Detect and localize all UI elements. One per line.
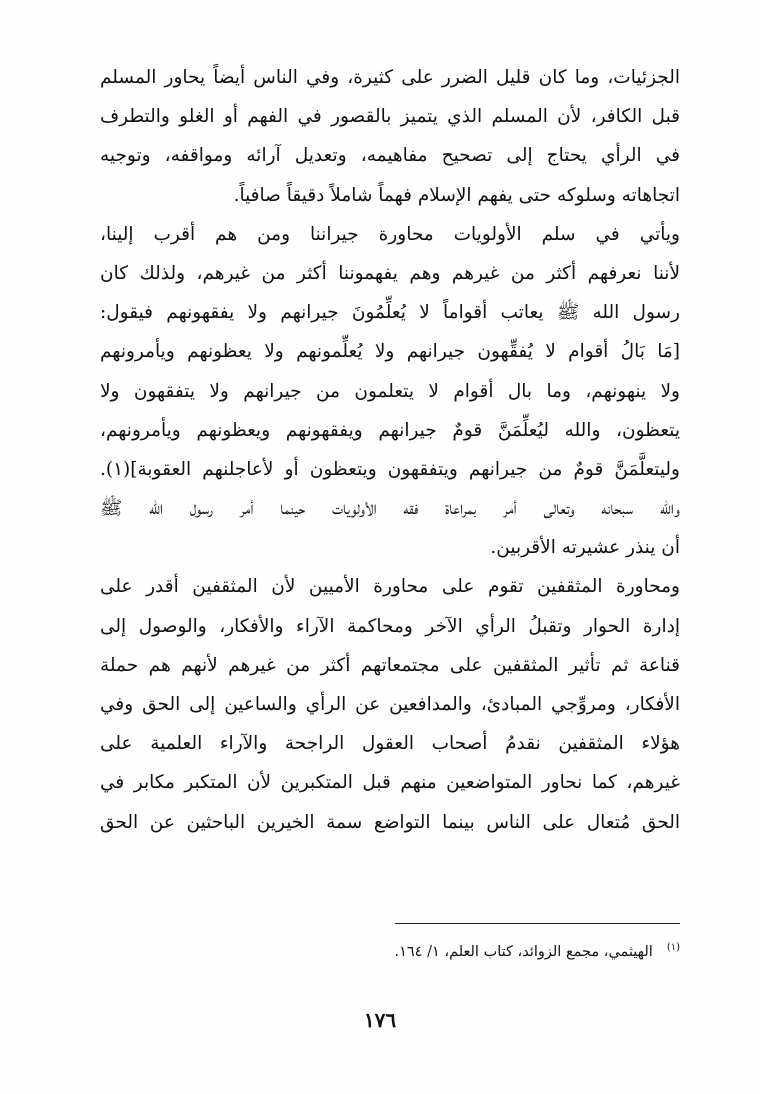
body-text (100, 58, 680, 842)
text-line: والله سبحانه وتعالى أمر بمراعاة فقه الأولويات حينما أمر رسول الله ﷺ (100, 498, 680, 520)
text-line: الحق مُتعال على الناس بينما التواضع سمة الخيرين الباحثين عن الحق (100, 811, 680, 833)
footnote (200, 936, 680, 964)
text-line: لأننا نعرفهم أكثر من غيرهم وهم يفهموننا أكثر من غيرهم، ولذلك كان (100, 262, 680, 284)
text-line: قبل الكافر، لأن المسلم الذي يتميز بالقصور في الفهم أو الغلو والتطرف (100, 106, 680, 128)
text-line: وليتعلَّمَنَّ قومٌ من جيرانهم ويتفقهون ويتعظون أو لأعاجلنهم العقوبة](١). (100, 458, 680, 480)
text-line: ويأتي في سلم الأولويات محاورة جيراننا ومن هم أقرب إلينا، (100, 223, 680, 245)
text-line: قناعة ثم تأثير المثقفين على مجتمعاتهم أكثر من غيرهم لأنهم هم حملة (100, 654, 680, 676)
page-number: ١٧٦ (363, 1008, 397, 1032)
text-line: اتجاهاته وسلوكه حتى يفهم الإسلام فهماً شاملاً دقيقاً صافياً. (233, 184, 680, 206)
text-line: الجزئيات، وما كان قليل الضرر على كثيرة، وفي الناس أيضاً يحاور المسلم (100, 67, 680, 88)
text-line: ومحاورة المثقفين تقوم على محاورة الأميين لأن المثقفين أقدر على (100, 576, 680, 598)
text-line: الأفكار، ومروِّجي المبادئ، والمدافعين عن الرأي والساعين إلى الحق وفي (100, 694, 680, 715)
text-line: هؤلاء المثقفين نقدمُ أصحاب العقول الراجحة والآراء العلمية على (100, 733, 680, 755)
footnote-marker: (١) (666, 942, 680, 953)
footnote-text: الهيثمي، مجمع الزوائد، كتاب العلم، ١/ ١٦٤. (394, 943, 653, 960)
text-line: يتعظون، والله ليُعلِّمَنَّ قومٌ جيرانهم ويفقهونهم ويعظونهم ويأمرونهم، (100, 419, 680, 441)
text-line: غيرهم، كما نحاور المتواضعين منهم قبل المتكبرين لأن المتكبر مكابر في (100, 772, 680, 794)
text-line: رسول الله ﷺ يعاتب أقواماً لا يُعلِّمُونَ جيرانهم ولا يفقهونهم فيقول: (100, 302, 680, 324)
text-line: ولا ينهونهم، وما بال أقوام لا يتعلمون من جيرانهم ولا يتفقهون ولا (100, 380, 680, 402)
text-line: في الرأي يحتاج إلى تصحيح مفاهيمه، وتعديل آرائه ومواقفه، وتوجيه (100, 145, 680, 167)
text-line: إدارة الحوار وتقبلُ الرأي الآخر ومحاكمة الآراء والأفكار، والوصول إلى (100, 615, 680, 637)
footnote-divider (395, 923, 680, 924)
text-line: [مَا بَالُ أقوام لا يُفقِّهون جيرانهم ولا يُعلِّمونهم ولا يعظونهم ويأمرونهم (100, 341, 680, 363)
text-line: أن ينذر عشيرته الأقربين. (490, 537, 680, 559)
